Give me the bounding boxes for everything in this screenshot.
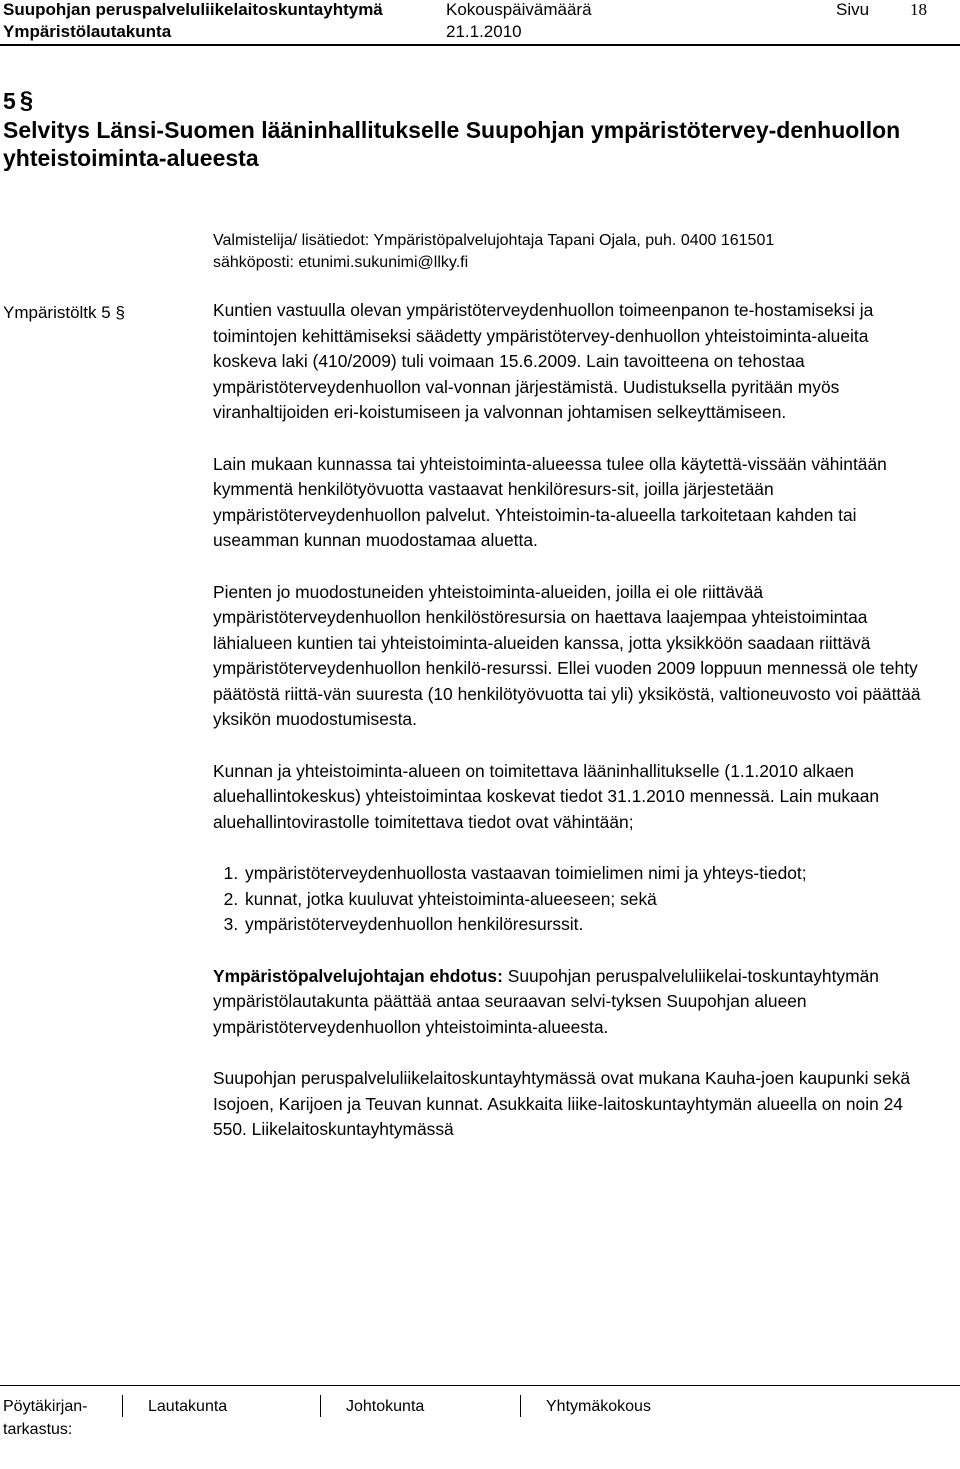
- preparer-info: [213, 230, 933, 274]
- section-sign-icon: §: [19, 87, 34, 114]
- footer-divider: [520, 1395, 521, 1417]
- preparer-line: Valmistelija/ lisätiedot: Ympäristöpalvelujohtaja Tapani Ojala, puh. 0400 161501: [213, 232, 775, 249]
- list-item: 3. ympäristöterveydenhuollon henkilöresurssit.: [243, 912, 928, 938]
- paragraph: Pienten jo muodostuneiden yhteistoiminta-alueiden, joilla ei ole riittävää ympäristöterveydenhuollon henkilöstöresursia on haettava laajempaa yhteistoimintaa lähialueen kuntien tai yhteistoiminta-alueiden kanssa, jotta yksikköön saadaan riittävä ympäristöterveydenhuollon henkilö-resurssi. Ellei vuoden 2009 loppuun mennessä ole tehty päätöstä riittä-vän suuresta (10 henkilötyövuotta tai yli) yksiköstä, valtioneuvosto voi päättää yksikön muodostumisesta.: [213, 581, 921, 729]
- proposal-label: Ympäristöpalvelujohtajan ehdotus:: [213, 965, 503, 986]
- document-body: [213, 298, 928, 1169]
- footer-review-line1: Pöytäkirjan-: [3, 1398, 88, 1415]
- section-title: Selvitys Länsi-Suomen lääninhallitukselle Suupohjan ympäristötervey-denhuollon yhteistoiminta-alueesta: [3, 117, 901, 171]
- footer-review-label: [3, 1395, 87, 1441]
- page-label: Sivu: [836, 0, 870, 19]
- header-rule: [0, 44, 960, 46]
- paragraph: Suupohjan peruspalveluliikelaitoskuntayhtymässä ovat mukana Kauha-joen kaupunki sekä Isojoen, Karijoen ja Teuvan kunnat. Asukkaita liike-laitoskuntayhtymän alueella on noin 24 550. Liikelaitoskuntayhtymässä: [213, 1068, 911, 1139]
- footer-board: Lautakunta: [148, 1398, 228, 1415]
- list-item: 1. ympäristöterveydenhuollosta vastaavan toimielimen nimi ja yhteys-tiedot;: [243, 861, 928, 887]
- preparer-email-line: sähköposti: etunimi.sukunimi@llky.fi: [213, 254, 469, 271]
- meeting-date-label: Kokouspäivämäärä: [446, 0, 592, 19]
- proposal-text: Suupohjan peruspalveluliikelai-toskuntayhtymän ympäristölautakunta päättää antaa seuraavan selvi-tyksen Suupohjan alueen ympäristöterveydenhuollon yhteistoiminta-alueesta.: [213, 965, 879, 1037]
- footer-divider: [320, 1395, 321, 1417]
- proposal-paragraph: [213, 964, 928, 1041]
- section-sign-icon: §: [115, 303, 125, 322]
- board-name: Ympäristölautakunta: [3, 22, 172, 41]
- footer-divider: [122, 1395, 123, 1417]
- organization-name: Suupohjan peruspalveluliikelaitoskuntayhtymä: [3, 0, 383, 19]
- paragraph: Kuntien vastuulla olevan ympäristöterveydenhuollon toimeenpanon te-hostamiseksi ja toimintojen kehittämiseksi säädetty ympäristötervey-denhuollon yhteistoiminta-alueita koskeva laki (410/2009) tuli voimaan 15.6.2009. Lain tavoitteena on tehostaa ympäristöterveydenhuollon val-vonnan järjestämistä. Uudistuksella pyritään myös viranhaltijoiden eri-koistumiseen ja valvonnan johtamisen selkeyttämiseen.: [213, 300, 874, 422]
- page-number: 18: [910, 0, 927, 19]
- footer-committee: Johtokunta: [346, 1398, 425, 1415]
- list-item: 2. kunnat, jotka kuuluvat yhteistoiminta-alueeseen; sekä: [243, 887, 928, 913]
- section-number-row: [3, 86, 943, 116]
- side-label: [3, 300, 125, 326]
- meeting-date: 21.1.2010: [446, 22, 522, 41]
- section-number: 5: [3, 88, 16, 114]
- section-heading: [3, 86, 943, 172]
- side-label-text: Ympäristöltk 5: [3, 303, 111, 322]
- required-info-list: [213, 861, 928, 938]
- footer-rule: [0, 1385, 960, 1386]
- paragraph: Kunnan ja yhteistoiminta-alueen on toimitettava lääninhallitukselle (1.1.2010 alkaen aluehallintokeskus) yhteistoimintaa koskevat tiedot 31.1.2010 mennessä. Lain mukaan aluehallintovirastolle toimitettava tiedot ovat vähintään;: [213, 760, 880, 832]
- footer-review-line2: tarkastus:: [3, 1421, 73, 1438]
- page-header: [0, 0, 960, 44]
- paragraph: Lain mukaan kunnassa tai yhteistoiminta-alueessa tulee olla käytettä-vissään vähintään kymmentä henkilötyövuotta vastaavat henkilöresurs-sit, joilla järjestetään ympäristöterveydenhuollon palvelut. Yhteistoimin-ta-alueella tarkoitetaan kahden tai useamman kunnan muodostamaa aluetta.: [213, 453, 887, 550]
- footer-assembly: Yhtymäkokous: [546, 1398, 651, 1415]
